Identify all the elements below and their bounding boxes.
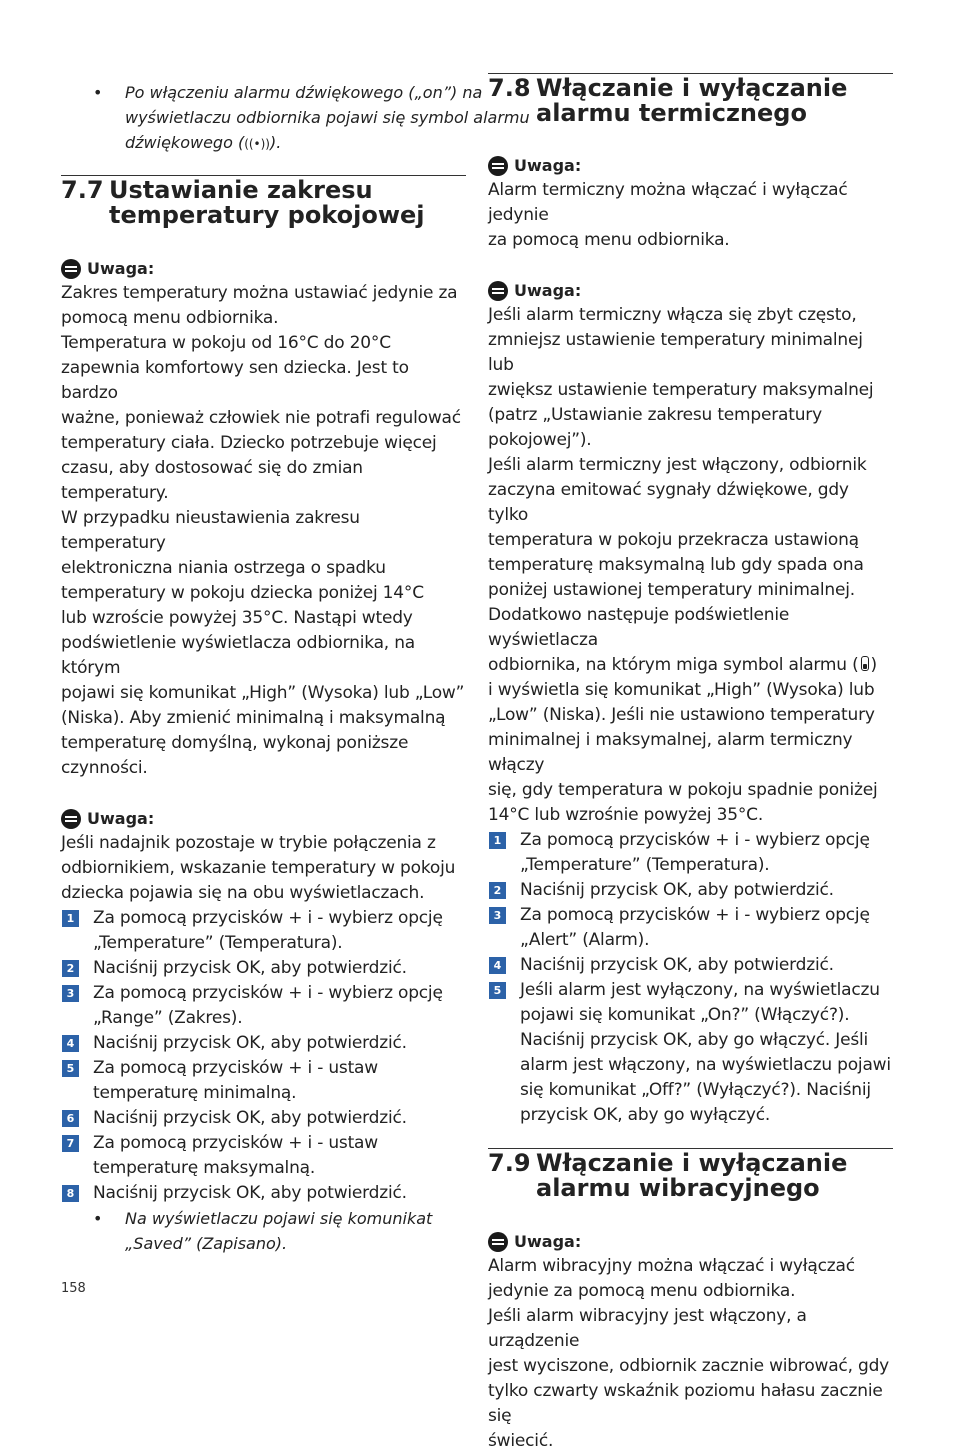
sound-alarm-icon: ((•)) (244, 137, 270, 151)
step-text: „Temperature” (Temperatura). (93, 933, 343, 953)
text-line: elektroniczna niania ostrzega o spadku (61, 558, 386, 578)
note-label: Uwaga: (514, 156, 582, 175)
step-number-badge: 2 (489, 882, 506, 899)
text-line: zwiększ ustawienie temperatury maksymalnej (488, 380, 874, 400)
section-title: Włączanie i wyłączanie alarmu wibracyjnego (536, 1149, 848, 1202)
text-line: czasu, aby dostosować się do zmian temperatury. (61, 458, 363, 503)
step-text: Naciśnij przycisk OK, aby potwierdzić. (93, 1183, 407, 1203)
step-text: przycisk OK, aby go wyłączyć. (520, 1105, 771, 1125)
intro-bullet (0, 80, 530, 157)
step-text: Naciśnij przycisk OK, aby potwierdzić. (520, 880, 834, 900)
text-line: Jeśli alarm termiczny jest włączony, odbiornik (488, 455, 867, 475)
note-icon (488, 281, 508, 301)
text-line: temperatury w pokoju dziecka poniżej 14°C (61, 583, 424, 603)
text-line: Jeśli alarm wibracyjny jest włączony, a urządzenie (488, 1306, 807, 1351)
note-icon (61, 809, 81, 829)
note-label: Uwaga: (514, 281, 582, 300)
step-number-badge: 3 (489, 907, 506, 924)
note-body (488, 1254, 893, 1454)
step-text: Naciśnij przycisk OK, aby potwierdzić. (93, 958, 407, 978)
step-text: alarm jest włączony, na wyświetlaczu pojawi (520, 1055, 891, 1075)
note-icon (488, 1232, 508, 1252)
steps-list (61, 906, 466, 1206)
text-line: zaczyna emitować sygnały dźwiękowe, gdy tylko (488, 480, 849, 525)
step-text: „Range” (Zakres). (93, 1008, 243, 1028)
text-line: jest wyciszone, odbiornik zacznie wibrować, gdy (488, 1356, 890, 1376)
intro-bullet-text: Po włączeniu alarmu dźwiękowego („on”) na wyświetlaczu odbiornika pojawi się symbol alarmu dźwiękowego ( (125, 83, 530, 152)
step-item (488, 828, 893, 878)
text-line: Zakres temperatury można ustawiać jedynie za (61, 283, 458, 303)
text-line: Jeśli alarm termiczny włącza się zbyt często, (488, 305, 857, 325)
bullet-dot: • (93, 1209, 103, 1228)
step-text: Naciśnij przycisk OK, aby go włączyć. Jeśli (520, 1030, 869, 1050)
note-label: Uwaga: (514, 1232, 582, 1251)
note-icon (61, 259, 81, 279)
step-number-badge: 7 (62, 1135, 79, 1152)
text-line: tylko czwarty wskaźnik poziomu hałasu zacznie się (488, 1381, 883, 1426)
section-title: Ustawianie zakresu temperatury pokojowej (109, 176, 425, 229)
steps-list (488, 828, 893, 1128)
step-item (61, 956, 466, 981)
result-line: Na wyświetlaczu pojawi się komunikat (125, 1209, 433, 1228)
note-body (488, 303, 893, 653)
thermo-line-text: odbiornika, na którym miga symbol alarmu ( (488, 655, 859, 675)
note-icon (488, 156, 508, 176)
page-number: 158 (61, 1281, 86, 1296)
step-text: Za pomocą przycisków + i - wybierz opcję (520, 830, 870, 850)
step-text: „Alert” (Alarm). (520, 930, 650, 950)
step-text: Naciśnij przycisk OK, aby potwierdzić. (93, 1033, 407, 1053)
step-text: Za pomocą przycisków + i - wybierz opcję (93, 983, 443, 1003)
bullet-dot: • (93, 83, 103, 102)
text-line: lub wzroście powyżej 35°C. Nastąpi wtedy (61, 608, 413, 628)
step-number-badge: 2 (62, 960, 79, 977)
step-text: Za pomocą przycisków + i - ustaw (93, 1058, 378, 1078)
note-label: Uwaga: (87, 809, 155, 828)
step-number-badge: 4 (489, 957, 506, 974)
section-number: 7.8 (488, 74, 531, 102)
text-line: odbiornikiem, wskazanie temperatury w pokoju (61, 858, 456, 878)
text-line: poniżej ustawionej temperatury minimalnej. (488, 580, 855, 600)
text-line: czynności. (61, 758, 148, 778)
step-number-badge: 4 (62, 1035, 79, 1052)
note-label: Uwaga: (87, 259, 155, 278)
result-bullet (61, 1206, 466, 1256)
thermo-line (488, 653, 893, 678)
thermometer-icon (861, 656, 869, 671)
step-number-badge: 6 (62, 1110, 79, 1127)
step-text: temperaturę minimalną. (93, 1083, 297, 1103)
step-item (488, 978, 893, 1128)
step-item (61, 906, 466, 956)
text-line: za pomocą menu odbiornika. (488, 230, 730, 250)
step-number-badge: 3 (62, 985, 79, 1002)
text-line: świecić. (488, 1431, 554, 1451)
section-number: 7.9 (488, 1149, 531, 1177)
note-body (61, 281, 466, 781)
section-7-8-heading (488, 73, 893, 126)
text-line: (Niska). Aby zmienić minimalną i maksymalną (61, 708, 446, 728)
section-7-7-heading (61, 175, 466, 228)
step-text: Naciśnij przycisk OK, aby potwierdzić. (520, 955, 834, 975)
step-number-badge: 1 (62, 910, 79, 927)
step-text: pojawi się komunikat „On?” (Włączyć?). (520, 1005, 850, 1025)
right-column (488, 0, 893, 1454)
step-text: Za pomocą przycisków + i - wybierz opcję (520, 905, 870, 925)
step-item (61, 1181, 466, 1206)
text-line: się, gdy temperatura w pokoju spadnie poniżej (488, 780, 878, 800)
intro-bullet-end: ). (270, 133, 282, 152)
text-line: „Low” (Niska). Jeśli nie ustawiono temperatury (488, 705, 875, 725)
step-item (61, 1031, 466, 1056)
note-body (488, 178, 893, 253)
text-line: temperatury ciała. Dziecko potrzebuje więcej (61, 433, 437, 453)
text-line: dziecka pojawia się na obu wyświetlaczach. (61, 883, 425, 903)
text-line: temperaturę maksymalną lub gdy spada ona (488, 555, 864, 575)
step-text: Za pomocą przycisków + i - wybierz opcję (93, 908, 443, 928)
text-line: zapewnia komfortowy sen dziecka. Jest to bardzo (61, 358, 409, 403)
step-text: się komunikat „Off?” (Wyłączyć?). Naciśnij (520, 1080, 871, 1100)
step-item (488, 903, 893, 953)
step-item (488, 953, 893, 978)
note-body (488, 678, 893, 828)
text-line: pokojowej”). (488, 430, 592, 450)
text-line: podświetlenie wyświetlacza odbiornika, na którym (61, 633, 415, 678)
text-line: pojawi się komunikat „High” (Wysoka) lub „Low” (61, 683, 465, 703)
note-title (488, 1229, 893, 1254)
text-line: pomocą menu odbiornika. (61, 308, 279, 328)
text-line: 14°C lub wzrośnie powyżej 35°C. (488, 805, 764, 825)
step-text: „Temperature” (Temperatura). (520, 855, 770, 875)
text-line: zmniejsz ustawienie temperatury minimalnej lub (488, 330, 863, 375)
step-item (488, 878, 893, 903)
step-item (61, 1056, 466, 1106)
step-text: Naciśnij przycisk OK, aby potwierdzić. (93, 1108, 407, 1128)
note-title (61, 256, 466, 281)
step-text: Jeśli alarm jest wyłączony, na wyświetlaczu (520, 980, 880, 1000)
note-body (61, 831, 466, 906)
text-line: minimalnej i maksymalnej, alarm termiczny włączy (488, 730, 853, 775)
note-title (488, 278, 893, 303)
text-line: Temperatura w pokoju od 16°C do 20°C (61, 333, 391, 353)
step-number-badge: 8 (62, 1185, 79, 1202)
text-line: jedynie za pomocą menu odbiornika. (488, 1281, 796, 1301)
section-7-9-heading (488, 1148, 893, 1201)
section-title: Włączanie i wyłączanie alarmu termicznego (536, 74, 848, 127)
text-line: temperaturę domyślną, wykonaj poniższe (61, 733, 409, 753)
step-number-badge: 1 (489, 832, 506, 849)
text-line: Dodatkowo następuje podświetlenie wyświetlacza (488, 605, 790, 650)
step-number-badge: 5 (489, 982, 506, 999)
text-line: i wyświetla się komunikat „High” (Wysoka) lub (488, 680, 875, 700)
text-line: ważne, ponieważ człowiek nie potrafi regulować (61, 408, 461, 428)
step-text: Za pomocą przycisków + i - ustaw (93, 1133, 378, 1153)
result-line: „Saved” (Zapisano). (125, 1234, 288, 1253)
step-item (61, 981, 466, 1031)
text-line: Alarm termiczny można włączać i wyłączać jedynie (488, 180, 848, 225)
text-line: Jeśli nadajnik pozostaje w trybie połączenia z (61, 833, 436, 853)
thermo-line-end: ) (870, 655, 877, 675)
note-title (61, 806, 466, 831)
step-number-badge: 5 (62, 1060, 79, 1077)
step-item (61, 1106, 466, 1131)
step-item (61, 1131, 466, 1181)
step-text: temperaturę maksymalną. (93, 1158, 316, 1178)
text-line: temperatura w pokoju przekracza ustawioną (488, 530, 859, 550)
section-number: 7.7 (61, 176, 104, 204)
text-line: Alarm wibracyjny można włączać i wyłączać (488, 1256, 855, 1276)
text-line: W przypadku nieustawienia zakresu temperatury (61, 508, 360, 553)
note-title (488, 153, 893, 178)
text-line: (patrz „Ustawianie zakresu temperatury (488, 405, 822, 425)
